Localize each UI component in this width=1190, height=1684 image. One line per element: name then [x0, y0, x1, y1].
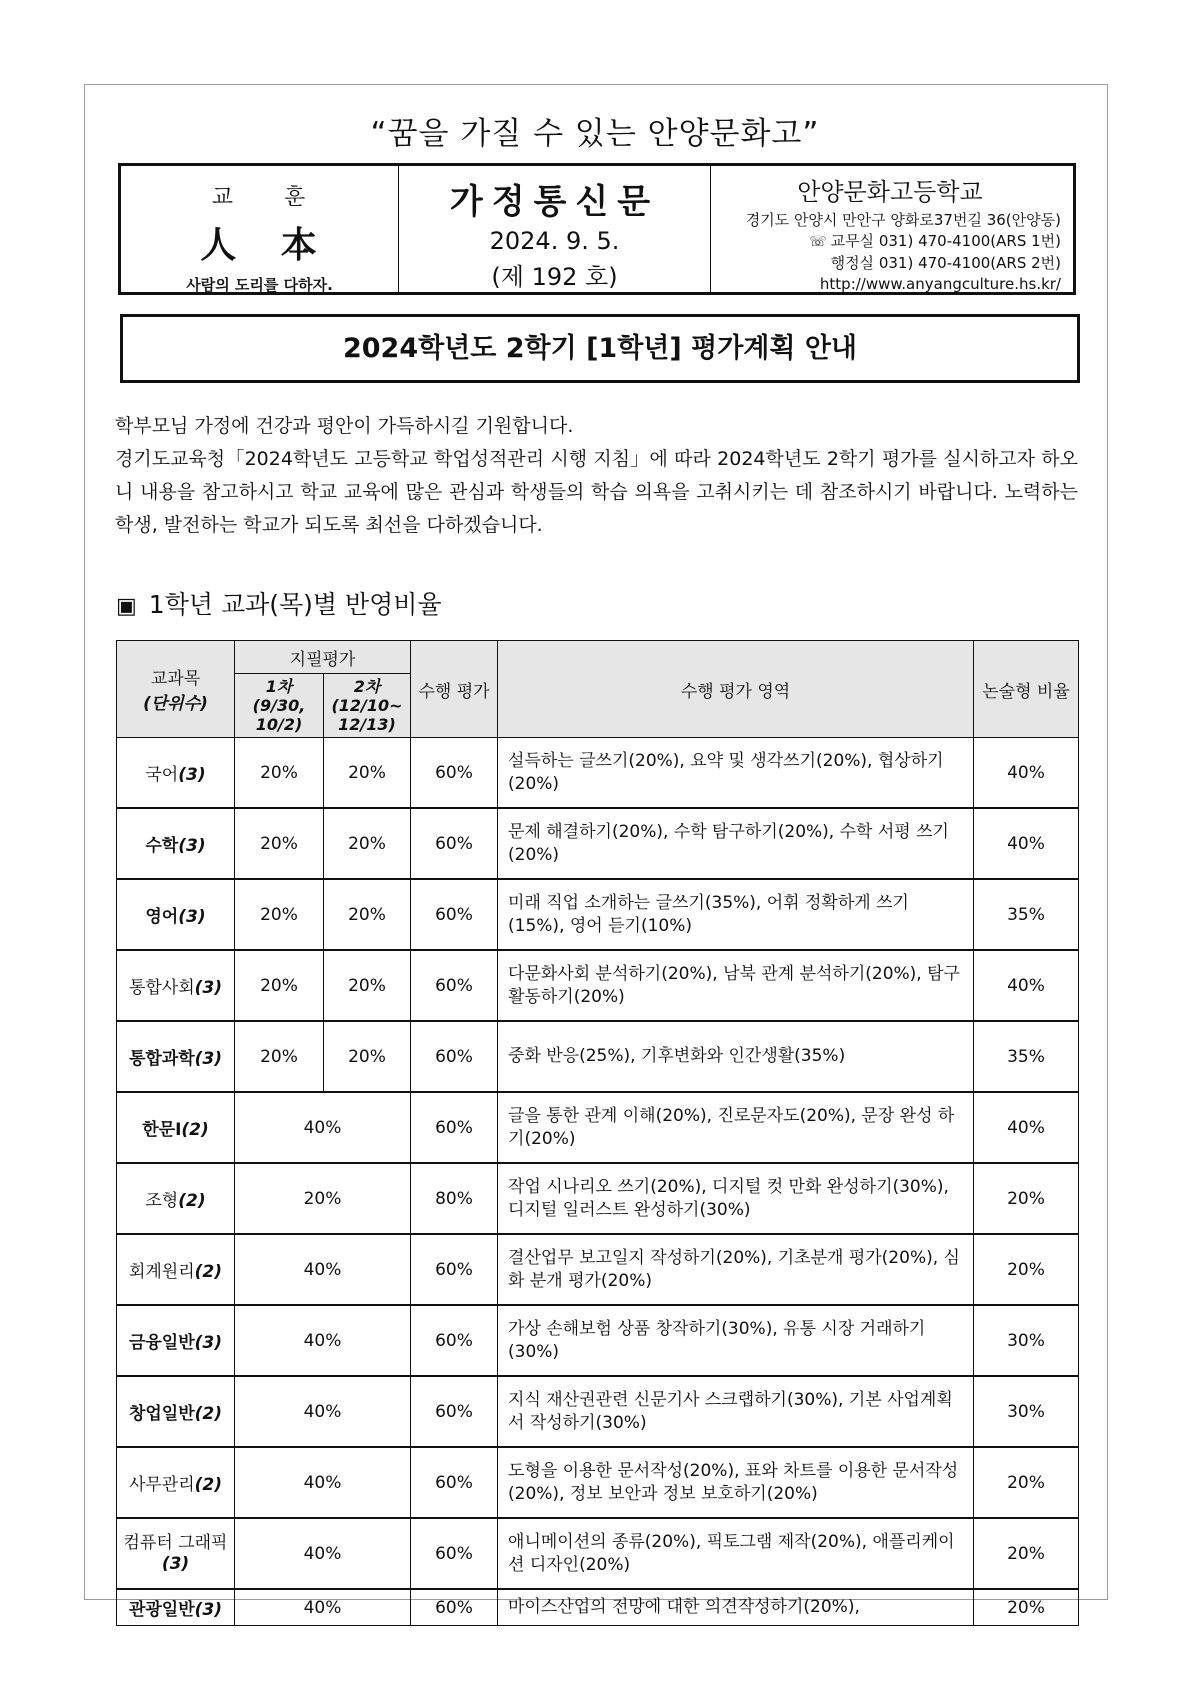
newsletter-header: [118, 163, 1076, 295]
performance-cell: 60%: [411, 738, 498, 809]
written-exam-cell: 20%: [235, 1163, 411, 1234]
performance-cell: 60%: [411, 1589, 498, 1626]
second-exam-cell: 20%: [324, 879, 411, 950]
table-row: [117, 1021, 1079, 1092]
performance-area-cell: 지식 재산권관련 신문기사 스크랩하기(30%), 기본 사업계획서 작성하기(30%): [498, 1376, 974, 1447]
subject-cell: 국어(3): [117, 738, 235, 809]
essay-cell: 30%: [974, 1305, 1079, 1376]
essay-cell: 20%: [974, 1163, 1079, 1234]
first-exam-cell: 20%: [235, 879, 324, 950]
first-exam-cell: 20%: [235, 808, 324, 879]
intro-text: [115, 410, 1078, 542]
table-row: [117, 950, 1079, 1021]
section-title: 1학년 교과(목)별 반영비율: [148, 590, 442, 619]
motto-main: 人 本: [200, 224, 333, 266]
school-phone-office: [719, 231, 1061, 253]
table-row: [117, 879, 1079, 950]
intro-body: 경기도교육청「2024학년도 고등학교 학업성적관리 시행 지침」에 따라 2024학년도 2학기 평가를 실시하고자 하오니 내용을 참고하시고 학교 교육에 많은 관심과 학생들의 학습 의욕을 고취시키는 데 참조하시기 바랍니다. 노력하는 학생, 발전하는 학교가 되도록 최선을 다하겠습니다.: [115, 448, 1078, 536]
header-first-exam: 1차 (9/30, 10/2): [235, 674, 324, 738]
first-exam-cell: 20%: [235, 1021, 324, 1092]
performance-area-cell: 다문화사회 분석하기(20%), 남북 관계 분석하기(20%), 탐구 활동하기(20%): [498, 950, 974, 1021]
performance-area-cell: 작업 시나리오 쓰기(20%), 디지털 컷 만화 완성하기(30%), 디지털 일러스트 완성하기(30%): [498, 1163, 974, 1234]
school-slogan: “꿈을 가질 수 있는 안양문화고”: [370, 116, 820, 152]
performance-cell: 60%: [411, 1234, 498, 1305]
second-exam-cell: 20%: [324, 950, 411, 1021]
header-written: 지필평가: [235, 641, 411, 674]
performance-cell: 60%: [411, 950, 498, 1021]
essay-cell: 20%: [974, 1518, 1079, 1589]
phone-office-text: 교무실 031) 470-4100(ARS 1번): [830, 232, 1061, 250]
table-row: [117, 1589, 1079, 1626]
newsletter-issue: (제 192 호): [491, 263, 618, 291]
section-heading: [116, 585, 442, 621]
performance-area-cell: 미래 직업 소개하는 글쓰기(35%), 어휘 정확하게 쓰기(15%), 영어 듣기(10%): [498, 879, 974, 950]
essay-cell: 20%: [974, 1589, 1079, 1626]
header-subject-units: (단위수): [143, 694, 208, 714]
table-row: [117, 738, 1079, 809]
performance-cell: 80%: [411, 1163, 498, 1234]
table-row: [117, 1305, 1079, 1376]
performance-cell: 60%: [411, 808, 498, 879]
second-exam-cell: 20%: [324, 808, 411, 879]
essay-cell: 35%: [974, 1021, 1079, 1092]
essay-cell: 40%: [974, 1092, 1079, 1163]
performance-cell: 60%: [411, 1518, 498, 1589]
subject-cell: 사무관리(2): [117, 1447, 235, 1518]
performance-cell: 60%: [411, 1305, 498, 1376]
table-header: [117, 641, 1079, 738]
written-exam-cell: 40%: [235, 1234, 411, 1305]
subject-cell: 창업일반(2): [117, 1376, 235, 1447]
header-performance-area: 수행 평가 영역: [498, 641, 974, 738]
performance-area-cell: 결산업무 보고일지 작성하기(20%), 기초분개 평가(20%), 심화 분개 평가(20%): [498, 1234, 974, 1305]
written-exam-cell: 40%: [235, 1589, 411, 1626]
performance-area-cell: 도형을 이용한 문서작성(20%), 표와 차트를 이용한 문서작성(20%), 정보 보안과 정보 보호하기(20%): [498, 1447, 974, 1518]
table-row: [117, 808, 1079, 879]
school-info: [711, 166, 1073, 292]
performance-area-cell: 설득하는 글쓰기(20%), 요약 및 생각쓰기(20%), 협상하기(20%): [498, 738, 974, 809]
written-exam-cell: 40%: [235, 1518, 411, 1589]
school-name: 안양문화고등학교: [797, 178, 983, 206]
evaluation-ratio-table: [116, 640, 1079, 1626]
motto-title: 교 훈: [211, 185, 328, 210]
table-row: [117, 1447, 1079, 1518]
header-performance: 수행 평가: [411, 641, 498, 738]
table-row: [117, 1234, 1079, 1305]
filled-square-icon: ▣: [116, 594, 137, 619]
school-website[interactable]: http://www.anyangculture.hs.kr/: [819, 275, 1061, 293]
second-exam-cell: 20%: [324, 1021, 411, 1092]
performance-area-cell: 가상 손해보험 상품 창작하기(30%), 유통 시장 거래하기(30%): [498, 1305, 974, 1376]
subject-cell: 한문Ⅰ(2): [117, 1092, 235, 1163]
intro-greeting: 학부모님 가정에 건강과 평안이 가득하시길 기원합니다.: [115, 415, 574, 437]
performance-area-cell: 문제 해결하기(20%), 수학 탐구하기(20%), 수학 서평 쓰기(20%): [498, 808, 974, 879]
newsletter-date: 2024. 9. 5.: [489, 227, 620, 255]
header-second-exam: 2차 (12/10~ 12/13): [324, 674, 411, 738]
telephone-icon: ☏: [809, 234, 827, 250]
essay-cell: 40%: [974, 808, 1079, 879]
essay-cell: 40%: [974, 738, 1079, 809]
performance-area-cell: 마이스산업의 전망에 대한 의견작성하기(20%),: [498, 1589, 974, 1626]
second-exam-cell: 20%: [324, 738, 411, 809]
first-exam-cell: 20%: [235, 738, 324, 809]
subject-cell: 영어(3): [117, 879, 235, 950]
header-subject: 교과목 (단위수): [117, 641, 235, 738]
table-row: [117, 1376, 1079, 1447]
subject-cell: 통합사회(3): [117, 950, 235, 1021]
school-phone-admin: 행정실 031) 470-4100(ARS 2번): [830, 254, 1061, 272]
table-row: [117, 1163, 1079, 1234]
written-exam-cell: 40%: [235, 1447, 411, 1518]
performance-cell: 60%: [411, 1447, 498, 1518]
announcement-title: 2024학년도 2학기 [1학년] 평가계획 안내: [120, 314, 1080, 383]
subject-cell: 관광일반(3): [117, 1589, 235, 1626]
performance-area-cell: 글을 통한 관계 이해(20%), 진로문자도(20%), 문장 완성 하기(20%): [498, 1092, 974, 1163]
written-exam-cell: 40%: [235, 1305, 411, 1376]
subject-cell: 회계원리(2): [117, 1234, 235, 1305]
performance-area-cell: 애니메이션의 종류(20%), 픽토그램 제작(20%), 애플리케이션 디자인(20%): [498, 1518, 974, 1589]
performance-area-cell: 중화 반응(25%), 기후변화와 인간생활(35%): [498, 1021, 974, 1092]
essay-cell: 40%: [974, 950, 1079, 1021]
subject-cell: 금융일반(3): [117, 1305, 235, 1376]
performance-cell: 60%: [411, 1376, 498, 1447]
school-address: 경기도 안양시 만안구 양화로37번길 36(안양동): [745, 211, 1061, 229]
essay-cell: 20%: [974, 1234, 1079, 1305]
table-row: [117, 1092, 1079, 1163]
first-exam-cell: 20%: [235, 950, 324, 1021]
subject-cell: 조형(2): [117, 1163, 235, 1234]
performance-cell: 60%: [411, 1021, 498, 1092]
motto-subtitle: 사람의 도리를 다하자.: [186, 276, 333, 294]
school-motto: [121, 166, 399, 292]
newsletter-title-block: [399, 166, 711, 292]
essay-cell: 35%: [974, 879, 1079, 950]
written-exam-cell: 40%: [235, 1092, 411, 1163]
essay-cell: 20%: [974, 1447, 1079, 1518]
subject-cell: 통합과학(3): [117, 1021, 235, 1092]
essay-cell: 30%: [974, 1376, 1079, 1447]
written-exam-cell: 40%: [235, 1376, 411, 1447]
performance-cell: 60%: [411, 1092, 498, 1163]
performance-cell: 60%: [411, 879, 498, 950]
subject-cell: 컴퓨터 그래픽(3): [117, 1518, 235, 1589]
newsletter-title: 가정통신문: [449, 182, 660, 222]
subject-cell: 수학(3): [117, 808, 235, 879]
header-essay: 논술형 비율: [974, 641, 1079, 738]
table-row: [117, 1518, 1079, 1589]
